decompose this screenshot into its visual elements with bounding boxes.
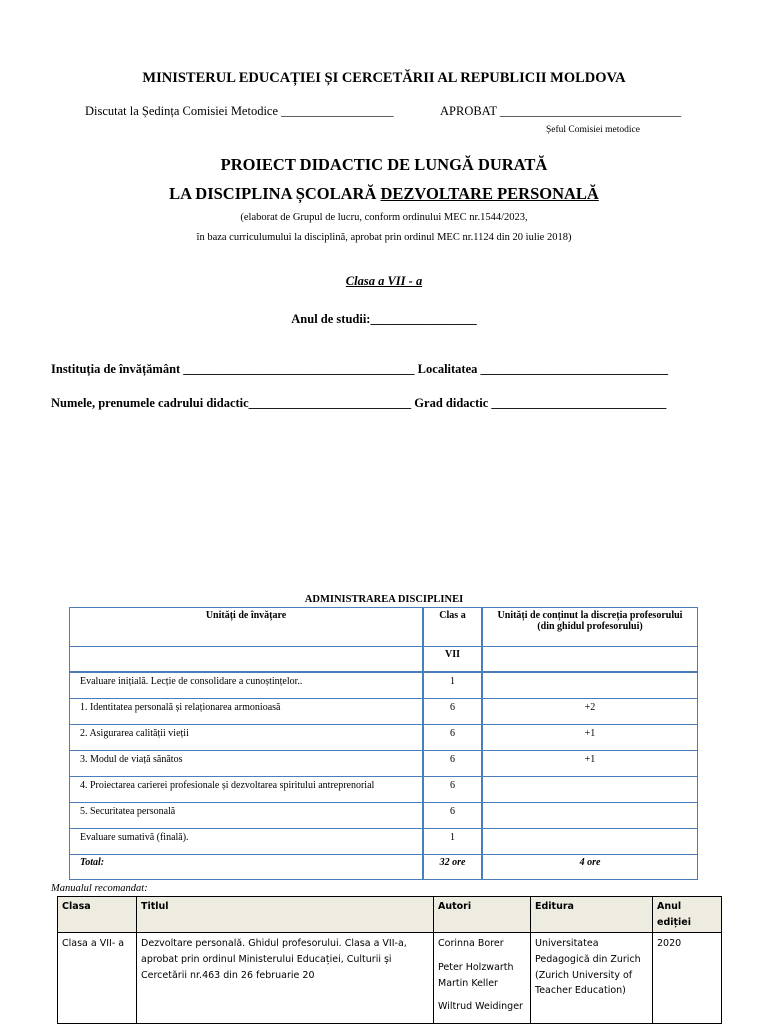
hours-cell: 1 xyxy=(423,672,482,699)
table-row xyxy=(70,803,698,829)
unit-cell: 2. Asigurarea calității vieții xyxy=(70,725,424,751)
unit-cell: 4. Proiectarea carierei profesionale și dezvoltarea spiritului antreprenorial xyxy=(70,777,424,803)
admin-class-row xyxy=(70,647,698,673)
unit-cell: 1. Identitatea personală și relaționarea armonioasă xyxy=(70,699,424,725)
study-year-field: Anul de studii:_________________ xyxy=(291,312,477,326)
teacher-name-field: Numele, prenumele cadrului didactic__________________________ Grad didactic ____________________________ xyxy=(51,396,667,410)
extra-cell: +2 xyxy=(482,699,698,725)
total-row xyxy=(70,855,698,880)
table-row xyxy=(70,699,698,725)
hours-cell: 6 xyxy=(423,699,482,725)
ministry-heading: MINISTERUL EDUCAȚIEI ȘI CERCETĂRII AL REPUBLICII MOLDOVA xyxy=(142,70,626,86)
col-units-header: Unități de învățare xyxy=(70,608,424,647)
col-anul-header: Anul ediției xyxy=(653,897,722,933)
admin-heading: ADMINISTRAREA DISCIPLINEI xyxy=(304,594,464,605)
extra-cell xyxy=(482,777,698,803)
col-titlul-header: Titlul xyxy=(137,897,434,933)
subject-name: DEZVOLTARE PERSONALĂ xyxy=(380,184,599,203)
col-clasa-header: Clasa xyxy=(58,897,137,933)
extra-cell: +1 xyxy=(482,751,698,777)
manual-label: Manualul recomandat: xyxy=(51,883,148,894)
col-content-header: Unități de conținut la discreția profesorului (din ghidul profesorului) xyxy=(482,608,698,647)
hours-cell: 6 xyxy=(423,803,482,829)
hours-cell: 6 xyxy=(423,725,482,751)
total-label: Total: xyxy=(70,855,424,880)
hours-cell: 1 xyxy=(423,829,482,855)
class-roman: VII xyxy=(423,647,482,673)
table-row xyxy=(70,829,698,855)
class-heading-wrap xyxy=(0,272,768,290)
unit-cell: Evaluare inițială. Lecție de consolidare a cunoștințelor.. xyxy=(70,672,424,699)
table-row xyxy=(70,672,698,699)
discutat-line: Discutat la Ședința Comisiei Metodice __________________ xyxy=(85,104,394,118)
hours-cell: 6 xyxy=(423,751,482,777)
author-name: Peter Holzwarth xyxy=(438,962,514,974)
class-heading: Clasa a VII - a xyxy=(345,274,423,288)
table-row xyxy=(58,933,722,1024)
total-extra: 4 ore xyxy=(482,855,698,880)
manual-clasa: Clasa a VII- a xyxy=(58,933,137,1024)
manual-table xyxy=(57,896,722,1024)
empty-cell xyxy=(482,647,698,673)
admin-table xyxy=(69,607,698,880)
elaborat-note-line1: (elaborat de Grupul de lucru, conform ordinului MEC nr.1544/2023, xyxy=(240,212,528,223)
table-row xyxy=(70,777,698,803)
extra-cell xyxy=(482,803,698,829)
table-row xyxy=(70,751,698,777)
manual-titlul: Dezvoltare personală. Ghidul profesorului. Clasa a VII-a, aprobat prin ordinul Ministerului Educației, Culturii și Cercetării nr.463 din 26 februarie 20 xyxy=(137,933,434,1024)
manual-anul: 2020 xyxy=(653,933,722,1024)
unit-cell: 5. Securitatea personală xyxy=(70,803,424,829)
aprobat-line: APROBAT _____________________________ xyxy=(440,104,682,118)
manual-editura: Universitatea Pedagogică din Zurich (Zurich University of Teacher Education) xyxy=(531,933,653,1024)
elaborat-note-line2: în baza curriculumului la disciplină, aprobat prin ordinul MEC nr.1124 din 20 iulie 2018) xyxy=(196,232,572,243)
manual-header-row xyxy=(58,897,722,933)
document-title: PROIECT DIDACTIC DE LUNGĂ DURATĂ xyxy=(220,155,548,174)
unit-cell: Evaluare sumativă (finală). xyxy=(70,829,424,855)
sef-comisie-label: Șeful Comisiei metodice xyxy=(546,125,640,135)
institution-field: Instituția de învățământ _____________________________________ Localitatea ______________________________ xyxy=(51,362,669,376)
empty-cell xyxy=(70,647,424,673)
extra-cell xyxy=(482,672,698,699)
col-class-header: Clas a xyxy=(423,608,482,647)
col-autori-header: Autori xyxy=(434,897,531,933)
admin-header-row xyxy=(70,608,698,647)
extra-cell xyxy=(482,829,698,855)
total-hours: 32 ore xyxy=(423,855,482,880)
unit-cell: 3. Modul de viață sănătos xyxy=(70,751,424,777)
author-name: Wiltrud Weidinger xyxy=(438,1001,523,1013)
table-row xyxy=(70,725,698,751)
extra-cell: +1 xyxy=(482,725,698,751)
author-name: Martin Keller xyxy=(438,977,498,989)
document-subtitle xyxy=(0,184,768,204)
hours-cell: 6 xyxy=(423,777,482,803)
author-name: Corinna Borer xyxy=(438,938,504,950)
col-editura-header: Editura xyxy=(531,897,653,933)
subtitle-prefix: LA DISCIPLINA ȘCOLARĂ xyxy=(169,184,381,203)
manual-autori xyxy=(434,933,531,1024)
